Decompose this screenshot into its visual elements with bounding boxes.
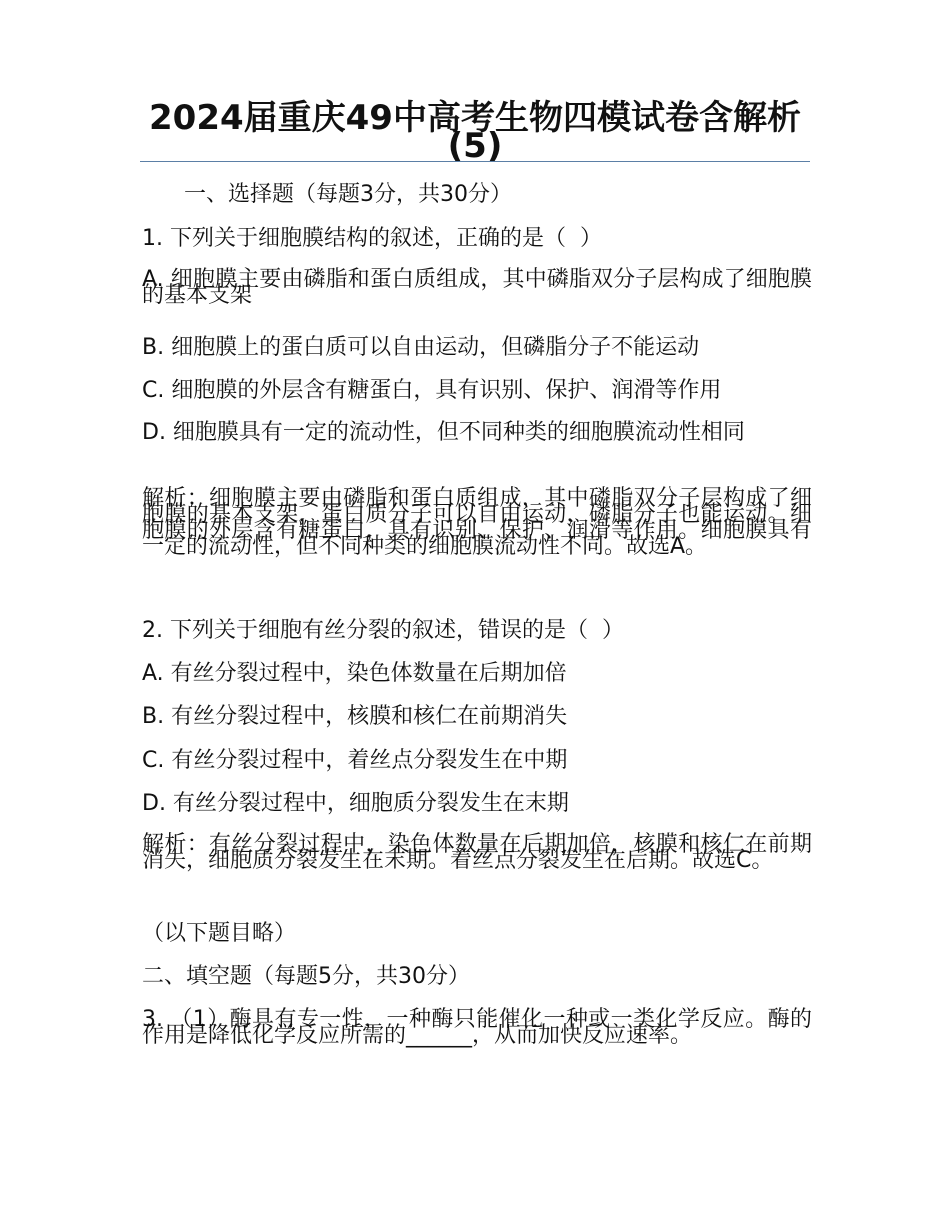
question-1-option-d: D. 细胞膜具有一定的流动性，但不同种类的细胞膜流动性相同: [142, 420, 745, 445]
question-1-option-c: C. 细胞膜的外层含有糖蛋白，具有识别、保护、润滑等作用: [142, 378, 722, 403]
question-1-analysis: 解析：细胞膜主要由磷脂和蛋白质组成，其中磷脂双分子层构成了细胞膜的基本支架，蛋白质分子可以自由运动，磷脂分子也能运动。细胞膜的外层含有糖蛋白，具有识别、保护、润滑等作用。细胞膜具有一定的流动性，但不同种类的细胞膜流动性不同。故选A。: [142, 486, 812, 559]
question-3-text: 3. （1）酶具有专一性，一种酶只能催化一种或一类化学反应。酶的作用是降低化学反应所需的______，从而加快反应速率。: [142, 1007, 812, 1048]
section-heading-fill-in: 二、填空题（每题5分，共30分）: [142, 964, 470, 989]
title-underline: [140, 161, 810, 162]
question-2-option-a: A. 有丝分裂过程中，染色体数量在后期加倍: [142, 661, 567, 686]
question-1-option-a: A. 细胞膜主要由磷脂和蛋白质组成，其中磷脂双分子层构成了细胞膜的基本支架: [142, 267, 812, 308]
question-1-option-b: B. 细胞膜上的蛋白质可以自由运动，但磷脂分子不能运动: [142, 335, 700, 360]
question-2-option-c: C. 有丝分裂过程中，着丝点分裂发生在中期: [142, 748, 568, 773]
question-1-stem: 1. 下列关于细胞膜结构的叙述，正确的是（ ）: [142, 226, 602, 251]
question-2-analysis: 解析：有丝分裂过程中，染色体数量在后期加倍，核膜和核仁在前期消失，细胞质分裂发生在末期。着丝点分裂发生在后期。故选C。: [142, 832, 812, 873]
question-2-option-d: D. 有丝分裂过程中，细胞质分裂发生在末期: [142, 791, 569, 816]
question-2-stem: 2. 下列关于细胞有丝分裂的叙述，错误的是（ ）: [142, 618, 624, 643]
section-heading-choice: 一、选择题（每题3分，共30分）: [184, 182, 512, 207]
document-title: 2024届重庆49中高考生物四模试卷含解析(5): [149, 98, 801, 166]
question-2-option-b: B. 有丝分裂过程中，核膜和核仁在前期消失: [142, 704, 568, 729]
omitted-note: （以下题目略）: [142, 921, 297, 946]
